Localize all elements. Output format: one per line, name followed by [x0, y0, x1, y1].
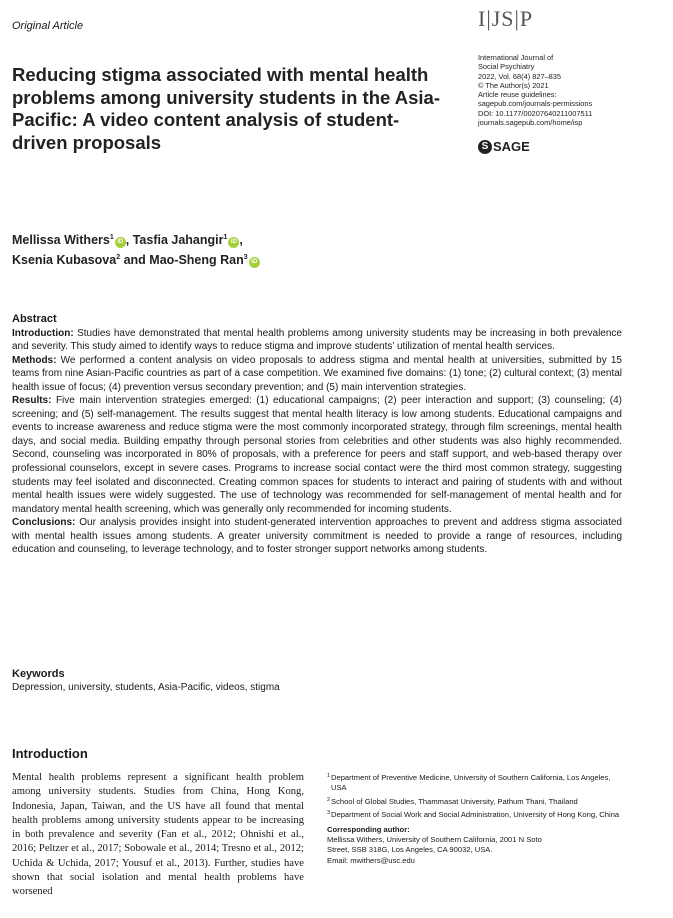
- author-name: Mao-Sheng Ran: [149, 253, 244, 267]
- affiliation-footnote: 1 Department of Preventive Medicine, University of Southern California, Los Angeles, USA: [327, 773, 611, 793]
- author-name: Tasfia Jahangir: [132, 233, 224, 247]
- journal-meta-line: 2022, Vol. 68(4) 827–835: [478, 71, 562, 81]
- author-line: Mellissa Withers$^1$iD , Tasfia Jahangir$^1$iD ,: [12, 233, 243, 247]
- keywords-heading: Keywords: [12, 668, 65, 680]
- orcid-icon[interactable]: iD: [228, 237, 239, 248]
- abstract-section: [12, 327, 622, 354]
- journal-meta: [478, 53, 668, 127]
- author-connector: and: [120, 253, 150, 267]
- affiliation-footnote: 3 Department of Social Work and Social Administration, University of Hong Kong, China: [327, 810, 620, 820]
- section-label: Introduction:: [12, 327, 74, 339]
- author-name: Mellissa Withers: [12, 233, 110, 247]
- article-title: Reducing stigma associated with mental health problems among university students in the Asia-Pacific: A video content analysis of student-driven proposals: [12, 64, 440, 153]
- sage-logo: [478, 139, 530, 154]
- author-list: [12, 230, 452, 270]
- journal-meta-line: Article reuse guidelines:: [478, 90, 557, 100]
- introduction-heading: Introduction: [12, 746, 88, 761]
- section-label: Conclusions:: [12, 517, 76, 529]
- affiliation-marker: 1: [223, 234, 228, 241]
- sage-s-icon: S: [478, 140, 492, 154]
- affiliation-marker: 3: [243, 254, 248, 261]
- orcid-icon[interactable]: iD: [249, 257, 260, 268]
- affiliation-marker: 1: [109, 234, 114, 241]
- footnote-text: Department of Preventive Medicine, University of Southern California, Los Angeles, USA: [331, 773, 611, 793]
- doi-line[interactable]: DOI: 10.1177/00207640211007511: [478, 108, 593, 118]
- author-line: [12, 250, 452, 270]
- abstract-section: [12, 354, 622, 395]
- introduction-text: Mental health problems represent a significant health problem among university students. Studies from China, Hong Kong, Indonesia, Japan, Taiwan, and the US have all found that mental health problems among university students appear to be increasing in both prevalence and severity (Fan et al., 2012; Ohnishi et al., 2016; Peltzer et al., 2017; Sobowale et al., 2014; Tresno et al., 2012; Uchida & Uchida, 2017; Yousuf et al., 2013). Further, studies have shown that social isolation and mental health problems have worsened: [12, 772, 304, 898]
- corresponding-author-heading: Corresponding author:: [327, 824, 410, 834]
- section-label: Methods:: [12, 354, 57, 366]
- orcid-icon[interactable]: iD: [115, 237, 126, 248]
- footnote-text: School of Global Studies, Thammasat University, Pathum Thani, Thailand: [331, 796, 578, 806]
- journal-meta-line[interactable]: sagepub.com/journals-permissions: [478, 99, 593, 109]
- footnote-text: Department of Social Work and Social Administration, University of Hong Kong, China: [331, 810, 620, 820]
- keywords-text: Depression, university, students, Asia-Pacific, videos, stigma: [12, 682, 280, 693]
- author-name: Ksenia Kubasova: [12, 253, 117, 267]
- sage-logo-text: SAGE: [493, 139, 530, 154]
- section-text: Studies have demonstrated that mental health problems among university students may be increasing in both prevalence and severity. This study aimed to identify ways to reduce stigma and improve students’ utilization of mental health services.: [12, 327, 622, 353]
- affiliation-marker: 2: [116, 254, 121, 261]
- corresponding-author-line: Mellissa Withers, University of Southern California, 2001 N Soto: [327, 835, 542, 845]
- abstract-section: [12, 394, 622, 516]
- keywords-block: [12, 667, 622, 695]
- section-label: Results:: [12, 395, 52, 407]
- abstract: [12, 313, 622, 557]
- journal-logo: I|JS|P: [478, 6, 534, 31]
- journal-meta-line: International Journal of: [478, 53, 554, 62]
- abstract-heading: Abstract: [12, 313, 57, 325]
- affiliation-footnote: 2 School of Global Studies, Thammasat University, Pathum Thani, Thailand: [327, 796, 578, 806]
- journal-url[interactable]: journals.sagepub.com/home/isp: [478, 118, 583, 128]
- corresponding-author-line: Street, SSB 318G, Los Angeles, CA 90032, USA.: [327, 845, 493, 855]
- article-type-label: Original Article: [12, 20, 84, 32]
- section-text: Our analysis provides insight into student-generated intervention approaches to prevent and address stigma associated with mental health issues among students. A greater university commitment is needed to provide a range of resources, including education and counseling, to leverage technology, and to foster stronger support networks among students.: [12, 517, 622, 556]
- abstract-section: [12, 516, 622, 557]
- corresponding-author-email[interactable]: Email: mwithers@usc.edu: [327, 855, 415, 865]
- section-text: We performed a content analysis on video proposals to address stigma and mental health at universities, submitted by 15 teams from nine Asian-Pacific countries as part of a case competition. We examined five domains: (1) tone; (2) cultural context; (3) mental health issue of focus; (4) prevention versus secondary prevention; and (5) main intervention strategies.: [12, 354, 622, 393]
- journal-meta-line: Social Psychiatry: [478, 62, 535, 72]
- journal-meta-line: © The Author(s) 2021: [478, 80, 549, 90]
- footnotes: [327, 773, 627, 866]
- section-text: Five main intervention strategies emerged: (1) educational campaigns; (2) peer interaction and support; (3) counseling; (4) screening; and (5) self-management. The results suggest that mental health literacy is low among students. Educational campaigns and events to increase awareness and reduce stigma were the most commonly incorporated strategy, through film screenings, mental health days, and social media. Building empathy through personal stories from celebrities and other students was also highly recommended. Second, counseling was incorporated in 80% of proposals, with a preference for peers and staff support, and web-based therapy over professional counselors, except in severe cases. Programs to increase social contact were the third most common strategy, suggesting students may feel isolated and disconnected. Creating common spaces for students to interact and pairing of students with and without mental health issues were widely suggested. The use of technology was recommended for self-management of mental health and for mandatory mental health screening, which was generally only recommended for incoming students.: [12, 395, 622, 515]
